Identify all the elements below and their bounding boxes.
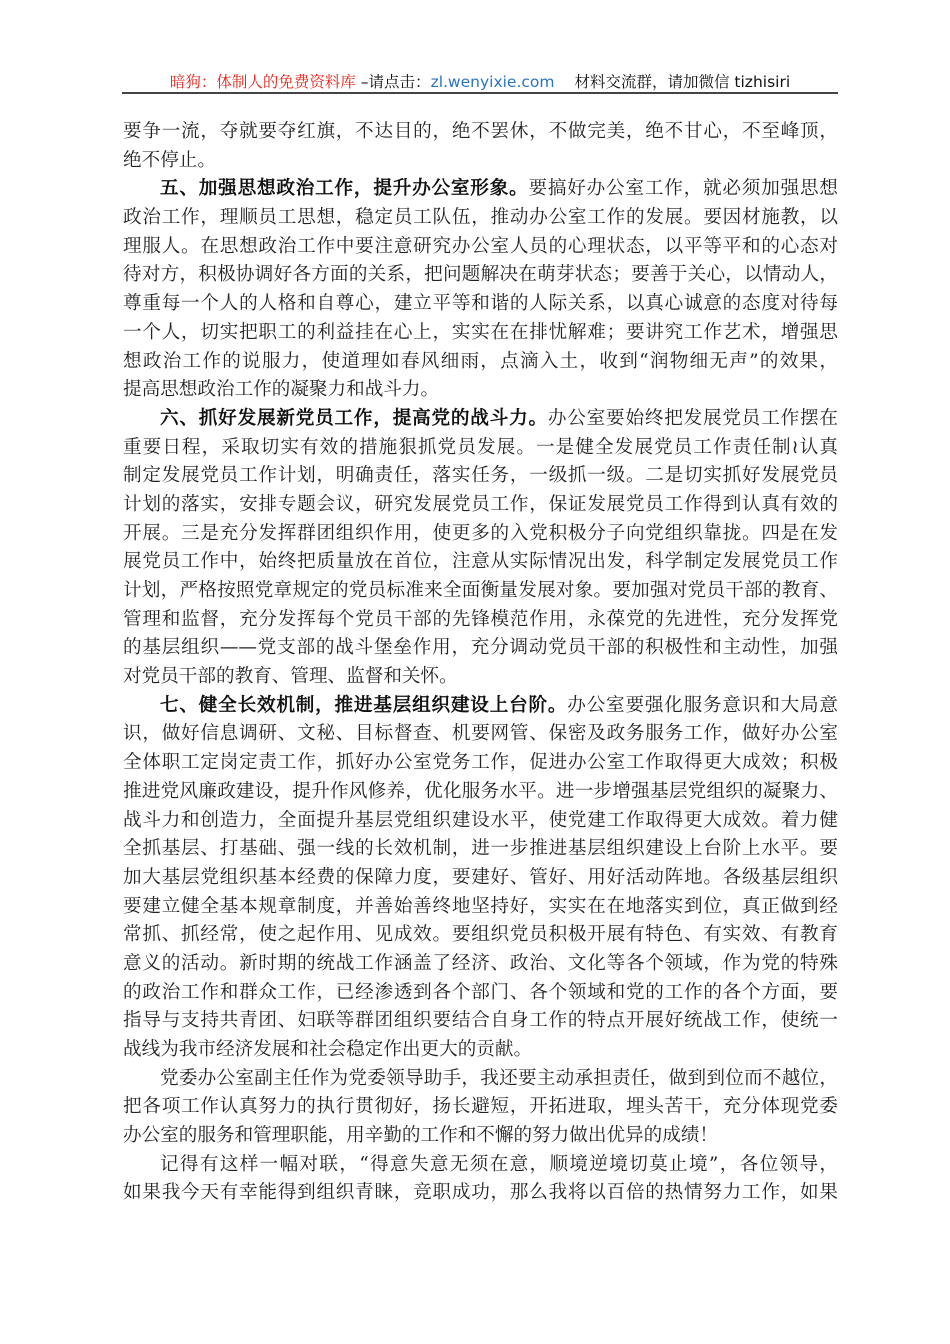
line-text: 开展。三是充分发挥群团组织作用，使更多的入党积极分子向党组织靠拢。四是在发: [123, 522, 838, 544]
section-heading: 六、抓好发展新党员工作，提高党的战斗力。: [160, 407, 548, 429]
text-line: [123, 720, 838, 749]
paragraph: [123, 175, 838, 405]
line-text: 指导与支持共青团、妇联等群团组织要结合自身工作的特点开展好统战工作，使统一: [123, 1010, 838, 1032]
paragraph: [123, 405, 838, 692]
line-text: 的政治工作和群众工作，已经渗透到各个部门、各个领域和党的工作的各个方面，要: [123, 981, 838, 1003]
text-line: [123, 1093, 838, 1122]
header-brand: 暗狗：体制人的免费资料库: [169, 73, 356, 91]
text-line: [123, 118, 838, 147]
line-text: 一个人，切实把职工的利益挂在心上，实实在在排忧解难；要讲究工作艺术，增强思: [123, 321, 838, 343]
text-line: [123, 405, 838, 434]
line-text: 办公室的服务和管理职能，用辛勤的工作和不懈的努力做出优异的成绩！: [123, 1125, 719, 1147]
text-line: [123, 835, 838, 864]
line-text: 识，做好信息调研、文秘、目标督查、机要网管、保密及政务服务工作，做好办公室: [123, 723, 838, 745]
line-text: 党委办公室副主任作为党委领导助手，我还要主动承担责任，做到到位而不越位，: [160, 1067, 838, 1089]
line-text: 政治工作，理顺员工思想，稳定员工队伍，推动办公室工作的发展。要因材施教，以: [123, 207, 838, 229]
line-text: 加大基层党组织基本经费的保障力度，要建好、管好、用好活动阵地。各级基层组织: [123, 866, 838, 888]
line-text: 重要日程，采取切实有效的措施狠抓党员发展。一是健全发展党员工作责任制≀认真: [123, 436, 838, 458]
text-line: [123, 1122, 838, 1151]
text-line: [123, 778, 838, 807]
section-heading: 七、健全长效机制，推进基层组织建设上台阶。: [160, 694, 568, 716]
text-line: [123, 1151, 838, 1180]
line-text: 制定发展党员工作计划，明确责任，落实任务，一级抓一级。二是切实抓好发展党员: [123, 465, 838, 487]
line-text: 要建立健全基本规章制度，并善始善终地坚持好，实实在在地落实到位，真正做到经: [123, 895, 838, 917]
text-line: [123, 577, 838, 606]
text-line: [123, 175, 838, 204]
text-line: [123, 434, 838, 463]
text-line: [123, 979, 838, 1008]
line-text: 全体职工定岗定责工作，抓好办公室党务工作，促进办公室工作取得更大成效；积极: [123, 752, 838, 774]
line-text: 绝不停止。: [123, 149, 216, 171]
line-text: 意义的活动。新时期的统战工作涵盖了经济、政治、文化等各个领域，作为党的特殊: [123, 952, 838, 974]
text-line: [123, 749, 838, 778]
line-text: 尊重每一个人的人格和自尊心，建立平等和谐的人际关系，以真心诚意的态度对待每: [123, 293, 838, 315]
line-text: 计划的落实，安排专题会议，研究发展党员工作，保证发展党员工作得到认真有效的: [123, 493, 838, 515]
text-line: [123, 634, 838, 663]
line-text: 要搞好办公室工作，就必须加强思想: [528, 178, 838, 200]
section-heading: 五、加强思想政治工作，提升办公室形象。: [160, 178, 529, 200]
line-text: 待对方，积极协调好各方面的关系，把问题解决在萌芽状态；要善于关心，以情动人，: [123, 264, 838, 286]
line-text: 推进党风廉政建设，提升作风修养，优化服务水平。进一步增强基层党组织的凝聚力、: [123, 780, 838, 802]
document-body: [123, 118, 838, 1208]
paragraph: [123, 118, 838, 175]
text-line: [123, 663, 838, 692]
line-text: 办公室要强化服务意识和大局意: [567, 694, 838, 716]
paragraph: [123, 692, 838, 1065]
text-line: [123, 692, 838, 721]
line-text: 展党员工作中，始终把质量放在首位，注意从实际情况出发，科学制定发展党员工作: [123, 551, 838, 573]
header-url-link[interactable]: zl.wenyixie.com: [430, 73, 555, 91]
paragraph: [123, 1151, 838, 1208]
line-text: 记得有这样一幅对联，“得意失意无须在意，顺境逆境切莫止境”，各位领导，: [160, 1153, 838, 1175]
line-text: 全抓基层、打基础、强一线的长效机制，进一步推进基层组织建设上台阶上水平。要: [123, 838, 838, 860]
text-line: [123, 864, 838, 893]
text-line: [123, 147, 838, 176]
text-line: [123, 921, 838, 950]
text-line: [123, 462, 838, 491]
header-divider: [122, 92, 838, 94]
text-line: [123, 376, 838, 405]
text-line: [123, 1065, 838, 1094]
line-text: 把各项工作认真努力的执行贯彻好，扬长避短，开拓进取，埋头苦干，充分体现党委: [123, 1096, 838, 1118]
text-line: [123, 233, 838, 262]
paragraph: [123, 1065, 838, 1151]
text-line: [123, 1007, 838, 1036]
line-text: 想政治工作的说服力，使道理如春风细雨，点滴入土，收到“润物细无声”的效果，: [123, 350, 838, 372]
line-text: 要争一流，夺就要夺红旗，不达目的，绝不罢休，不做完美，绝不甘心，不至峰顶，: [123, 121, 838, 142]
line-text: 管理和监督，充分发挥每个党员干部的先锋模范作用，永葆党的先进性，充分发挥党: [123, 608, 838, 630]
text-line: [123, 548, 838, 577]
line-text: 如果我今天有幸能得到组织青睐，竞职成功，那么我将以百倍的热情努力工作，如果: [123, 1182, 838, 1204]
page-header: [122, 70, 838, 92]
text-line: [123, 491, 838, 520]
line-text: 提高思想政治工作的凝聚力和战斗力。: [123, 379, 440, 401]
line-text: 常抓、抓经常，使之起作用、见成效。要组织党员积极开展有特色、有实效、有教育: [123, 924, 838, 946]
line-text: 战线为我市经济发展和社会稳定作出更大的贡献。: [123, 1039, 533, 1060]
text-line: [123, 204, 838, 233]
text-line: [123, 520, 838, 549]
text-line: [123, 893, 838, 922]
header-contact: 材料交流群，请加微信 tizhisiri: [574, 73, 791, 91]
text-line: [123, 950, 838, 979]
text-line: [123, 348, 838, 377]
text-line: [123, 1179, 838, 1208]
line-text: 办公室要始终把发展党员工作摆在: [547, 407, 838, 429]
line-text: 战斗力和创造力，全面提升基层党组织建设水平，使党建工作取得更大成效。着力健: [123, 809, 838, 831]
header-click-prompt: –请点击：: [355, 73, 431, 91]
line-text: 对党员干部的教育、管理、监督和关怀。: [123, 666, 458, 688]
text-line: [123, 807, 838, 836]
text-line: [123, 606, 838, 635]
text-line: [123, 261, 838, 290]
line-text: 的基层组织——党支部的战斗堡垒作用，充分调动党员干部的积极性和主动性，加强: [123, 637, 838, 659]
line-text: 计划，严格按照党章规定的党员标准来全面衡量发展对象。要加强对党员干部的教育、: [123, 580, 838, 601]
text-line: [123, 290, 838, 319]
text-line: [123, 1036, 838, 1065]
line-text: 理服人。在思想政治工作中要注意研究办公室人员的心理状态，以平等平和的心态对: [123, 235, 838, 257]
text-line: [123, 319, 838, 348]
